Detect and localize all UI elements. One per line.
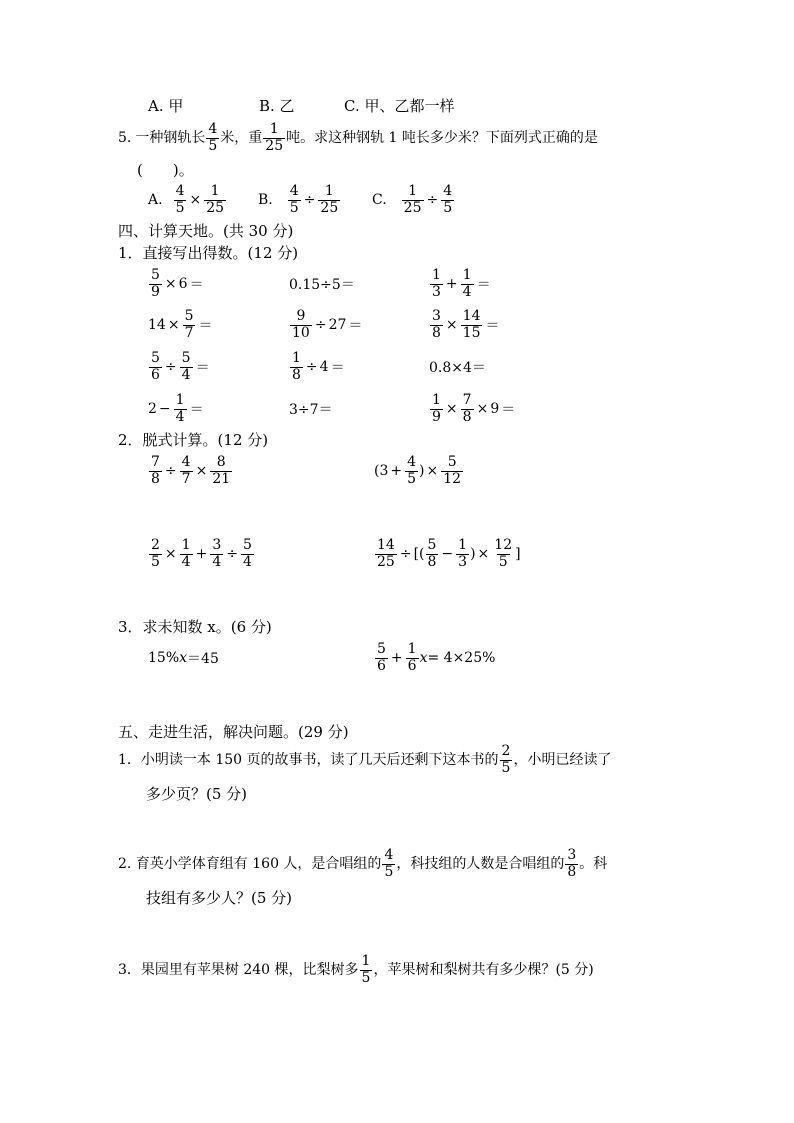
denominator: 15 bbox=[462, 324, 481, 341]
operand: 9 bbox=[490, 401, 500, 417]
times-sign: × bbox=[164, 546, 177, 562]
denominator: 7 bbox=[181, 470, 191, 487]
numerator: 5 bbox=[181, 350, 191, 367]
right-paren: ) bbox=[419, 463, 425, 479]
calc-015-div-5 bbox=[289, 264, 355, 304]
operand: 2 bbox=[148, 401, 157, 417]
numerator: 2 bbox=[501, 743, 511, 760]
denominator: 8 bbox=[151, 470, 160, 487]
numerator: 9 bbox=[296, 308, 306, 325]
times-sign: × bbox=[164, 276, 177, 292]
numerator: 5 bbox=[427, 537, 437, 554]
denominator: 25 bbox=[403, 199, 422, 216]
equals-sign: ＝ bbox=[485, 318, 500, 334]
numerator: 8 bbox=[216, 454, 226, 471]
fraction bbox=[441, 455, 463, 487]
equals-sign: ＝ bbox=[501, 402, 516, 418]
q5-text-c: 吨。求这种钢轨 1 吨长多少米？下面列式正确的是 bbox=[286, 130, 598, 146]
q5-text-a: 一种钢轨长 bbox=[135, 130, 206, 146]
fraction bbox=[290, 351, 303, 383]
problem-3-line-1 bbox=[118, 950, 594, 990]
denominator: 5 bbox=[151, 553, 160, 570]
q5-option-c bbox=[372, 180, 455, 220]
step-calc-1 bbox=[148, 451, 233, 491]
plus-sign: + bbox=[195, 546, 208, 562]
divide-sign: ÷ bbox=[314, 317, 327, 333]
left-bracket: [ bbox=[413, 546, 420, 562]
fraction bbox=[290, 309, 312, 341]
denominator: 8 bbox=[427, 553, 437, 570]
numerator: 5 bbox=[242, 537, 252, 554]
denominator: 8 bbox=[567, 863, 577, 880]
plus-sign: + bbox=[390, 650, 403, 666]
equals-sign: ＝ bbox=[189, 277, 204, 293]
left-paren: ( bbox=[419, 546, 425, 562]
denominator: 5 bbox=[407, 470, 417, 487]
calc-9-10-div-27 bbox=[289, 305, 364, 345]
denominator: 25 bbox=[320, 199, 339, 216]
numerator: 3 bbox=[567, 847, 577, 864]
fraction bbox=[461, 309, 483, 341]
unknown-x: x bbox=[179, 650, 188, 666]
numerator: 5 bbox=[377, 641, 386, 658]
times-sign: × bbox=[189, 192, 202, 208]
problem-2-line-1 bbox=[118, 844, 607, 884]
plus-sign: + bbox=[445, 276, 458, 292]
numerator: 5 bbox=[447, 454, 457, 471]
denominator: 12 bbox=[443, 470, 462, 487]
denominator: 5 bbox=[175, 199, 185, 216]
calc-1-9-times-7-8-times-9 bbox=[429, 389, 517, 429]
numerator: 1 bbox=[408, 183, 418, 200]
denominator: 4 bbox=[242, 553, 252, 570]
option-label: C. bbox=[372, 192, 387, 208]
equals-sign: ＝ bbox=[198, 318, 213, 334]
equals-sign: ＝ bbox=[348, 318, 363, 334]
problem-2-line-2: 技组有多少人？(5 分) bbox=[146, 889, 293, 907]
fraction bbox=[382, 848, 395, 880]
fraction bbox=[174, 184, 187, 216]
equals-sign: ＝ bbox=[330, 360, 345, 376]
problem-text: 。科 bbox=[579, 856, 608, 872]
operand: 6 bbox=[178, 276, 188, 292]
q5-option-a bbox=[148, 180, 227, 220]
times-sign: × bbox=[445, 401, 458, 417]
numerator: 1 bbox=[210, 183, 220, 200]
q5-number: 5. bbox=[118, 130, 132, 146]
denominator: 4 bbox=[175, 408, 185, 425]
times-sign: × bbox=[426, 463, 439, 479]
minus-sign: − bbox=[441, 546, 454, 562]
calc-3-8-times-14-15 bbox=[429, 305, 501, 345]
equation-rhs: ＝45 bbox=[187, 651, 219, 667]
divide-sign: ÷ bbox=[426, 192, 439, 208]
operand: 4 bbox=[319, 359, 329, 375]
q5-stem bbox=[118, 118, 598, 158]
fraction bbox=[441, 184, 454, 216]
step-calc-3 bbox=[148, 534, 255, 574]
fraction bbox=[405, 455, 418, 487]
problem-text: ，科技组的人数是合唱组的 bbox=[396, 856, 565, 872]
fraction bbox=[461, 393, 474, 425]
fraction bbox=[461, 268, 474, 300]
q5-option-b bbox=[258, 180, 341, 220]
denominator: 9 bbox=[151, 283, 160, 300]
calc-08-times-4 bbox=[429, 347, 486, 387]
fraction bbox=[456, 538, 469, 570]
numerator: 1 bbox=[269, 121, 279, 138]
fraction bbox=[204, 184, 226, 216]
denominator: 5 bbox=[208, 137, 218, 154]
denominator: 25 bbox=[206, 199, 225, 216]
part-2-title: 2．脱式计算。(12 分) bbox=[118, 431, 269, 449]
calc-1-8-div-4 bbox=[289, 347, 347, 387]
unknown-x: x bbox=[419, 650, 428, 666]
divide-sign: ÷ bbox=[164, 463, 177, 479]
fraction bbox=[360, 954, 373, 986]
problem-1-line-2: 多少页？(5 分) bbox=[146, 785, 248, 803]
denominator: 6 bbox=[151, 366, 160, 383]
numerator: 4 bbox=[175, 183, 185, 200]
fraction bbox=[492, 538, 514, 570]
equals-sign: ＝ bbox=[476, 277, 491, 293]
denominator: 3 bbox=[432, 283, 441, 300]
numerator: 1 bbox=[181, 537, 191, 554]
step-calc-4 bbox=[374, 534, 521, 574]
minus-sign: − bbox=[158, 401, 171, 417]
denominator: 25 bbox=[377, 553, 395, 570]
fraction bbox=[565, 848, 578, 880]
numerator: 7 bbox=[462, 392, 472, 409]
denominator: 8 bbox=[292, 366, 301, 383]
denominator: 5 bbox=[361, 969, 371, 986]
denominator: 21 bbox=[212, 470, 231, 487]
times-sign: × bbox=[167, 317, 180, 333]
fraction bbox=[174, 393, 187, 425]
numerator: 1 bbox=[462, 267, 472, 284]
q5-answer-blank: ( )。 bbox=[137, 161, 194, 179]
problem-text: 3．果园里有苹果树 240 棵，比梨树多 bbox=[118, 962, 359, 978]
equation-1 bbox=[148, 638, 219, 678]
fraction bbox=[426, 538, 439, 570]
expression: 3÷7＝ bbox=[289, 402, 333, 418]
denominator: 10 bbox=[292, 324, 310, 341]
denominator: 6 bbox=[377, 657, 386, 674]
calc-14-times-5-7 bbox=[148, 305, 214, 345]
calc-5-9-times-6 bbox=[148, 264, 206, 304]
right-bracket: ] bbox=[515, 546, 521, 562]
fraction bbox=[149, 455, 162, 487]
fraction bbox=[375, 538, 397, 570]
plus-sign: + bbox=[390, 463, 403, 479]
denominator: 5 bbox=[384, 863, 394, 880]
fraction bbox=[241, 538, 254, 570]
fraction bbox=[180, 538, 193, 570]
fraction bbox=[180, 351, 193, 383]
equals-sign: ＝ bbox=[195, 360, 210, 376]
equation-2 bbox=[374, 638, 495, 678]
numerator: 3 bbox=[432, 308, 441, 325]
denominator: 8 bbox=[432, 324, 441, 341]
part-1-title: 1．直接写出得数。(12 分) bbox=[118, 244, 299, 262]
fraction bbox=[210, 538, 223, 570]
numerator: 4 bbox=[384, 847, 394, 864]
equals-sign: ＝ bbox=[189, 402, 204, 418]
calc-1-3-plus-1-4 bbox=[429, 264, 493, 304]
numerator: 1 bbox=[361, 953, 371, 970]
numerator: 5 bbox=[151, 350, 160, 367]
times-sign: × bbox=[445, 317, 458, 333]
denominator: 4 bbox=[181, 553, 191, 570]
calc-5-6-div-5-4 bbox=[148, 347, 212, 387]
denominator: 25 bbox=[265, 137, 284, 154]
numerator: 1 bbox=[432, 392, 441, 409]
fraction bbox=[318, 184, 340, 216]
operand: 27 bbox=[328, 317, 347, 333]
denominator: 6 bbox=[407, 657, 417, 674]
denominator: 5 bbox=[498, 553, 508, 570]
problem-text: 2. 育英小学体育组有 160 人，是合唱组的 bbox=[118, 856, 382, 872]
numerator: 1 bbox=[458, 537, 468, 554]
times-sign: × bbox=[476, 401, 489, 417]
left-paren: ( bbox=[374, 463, 380, 479]
denominator: 4 bbox=[212, 553, 222, 570]
part-3-title: 3．求未知数 x。(6 分) bbox=[118, 618, 272, 636]
fraction bbox=[430, 393, 443, 425]
step-calc-2 bbox=[374, 451, 464, 491]
q5-length-fraction bbox=[206, 122, 219, 154]
fraction bbox=[183, 309, 196, 341]
denominator: 4 bbox=[181, 366, 191, 383]
q5-text-b: 米，重 bbox=[220, 130, 263, 146]
numerator: 14 bbox=[377, 537, 395, 554]
option-label: A. bbox=[148, 192, 163, 208]
fraction bbox=[402, 184, 424, 216]
numerator: 1 bbox=[324, 183, 334, 200]
divide-sign: ÷ bbox=[164, 359, 177, 375]
fraction bbox=[500, 744, 513, 776]
denominator: 5 bbox=[443, 199, 453, 216]
fraction bbox=[375, 642, 388, 674]
problem-text: 1．小明读一本 150 页的故事书，读了几天后还剩下这本书的 bbox=[118, 752, 499, 768]
fraction bbox=[406, 642, 419, 674]
problem-text: ，小明已经读了 bbox=[513, 752, 612, 768]
denominator: 5 bbox=[289, 199, 299, 216]
numerator: 4 bbox=[443, 183, 453, 200]
operand: 3 bbox=[379, 463, 389, 479]
numerator: 4 bbox=[208, 121, 218, 138]
q5-weight-fraction bbox=[263, 122, 285, 154]
numerator: 7 bbox=[151, 454, 160, 471]
section-4-title: 四、计算天地。(共 30 分) bbox=[118, 222, 294, 240]
denominator: 8 bbox=[462, 408, 472, 425]
numerator: 4 bbox=[181, 454, 191, 471]
numerator: 1 bbox=[432, 267, 441, 284]
expression: 0.8×4＝ bbox=[429, 360, 486, 376]
problem-1-line-1 bbox=[118, 740, 611, 780]
numerator: 5 bbox=[151, 267, 160, 284]
fraction bbox=[288, 184, 301, 216]
fraction bbox=[149, 268, 162, 300]
fraction bbox=[180, 455, 193, 487]
times-sign: × bbox=[195, 463, 208, 479]
numerator: 4 bbox=[407, 454, 417, 471]
option-label: B. bbox=[258, 192, 273, 208]
calc-2-minus-1-4 bbox=[148, 389, 206, 429]
denominator: 9 bbox=[432, 408, 441, 425]
right-paren: ) bbox=[470, 546, 476, 562]
q4-option-b: B. 乙 bbox=[259, 97, 295, 115]
numerator: 5 bbox=[184, 308, 194, 325]
operand: 14 bbox=[148, 317, 166, 333]
numerator: 1 bbox=[292, 350, 301, 367]
expression: 0.15÷5＝ bbox=[289, 277, 355, 293]
numerator: 1 bbox=[407, 641, 417, 658]
divide-sign: ÷ bbox=[226, 546, 238, 562]
times-sign: × bbox=[477, 546, 490, 562]
fraction bbox=[149, 538, 162, 570]
numerator: 14 bbox=[462, 308, 481, 325]
denominator: 3 bbox=[458, 553, 468, 570]
divide-sign: ÷ bbox=[399, 546, 412, 562]
percent-coefficient: 15% bbox=[148, 650, 180, 666]
divide-sign: ÷ bbox=[303, 192, 316, 208]
denominator: 7 bbox=[184, 324, 194, 341]
fraction bbox=[430, 309, 443, 341]
section-5-title: 五、走进生活，解决问题。(29 分) bbox=[118, 723, 349, 741]
q4-option-a: A. 甲 bbox=[148, 97, 184, 115]
numerator: 4 bbox=[289, 183, 299, 200]
equation-rhs: = 4×25% bbox=[427, 650, 496, 666]
divide-sign: ÷ bbox=[305, 359, 318, 375]
denominator: 4 bbox=[462, 283, 472, 300]
q4-option-c: C. 甲、乙都一样 bbox=[344, 97, 455, 115]
denominator: 5 bbox=[501, 759, 511, 776]
numerator: 1 bbox=[175, 392, 185, 409]
numerator: 12 bbox=[494, 537, 513, 554]
numerator: 2 bbox=[151, 537, 160, 554]
numerator: 3 bbox=[212, 537, 222, 554]
fraction bbox=[149, 351, 162, 383]
calc-3-div-7 bbox=[289, 389, 333, 429]
fraction bbox=[430, 268, 443, 300]
problem-text: ，苹果树和梨树共有多少棵？(5 分) bbox=[373, 962, 594, 978]
fraction bbox=[210, 455, 232, 487]
